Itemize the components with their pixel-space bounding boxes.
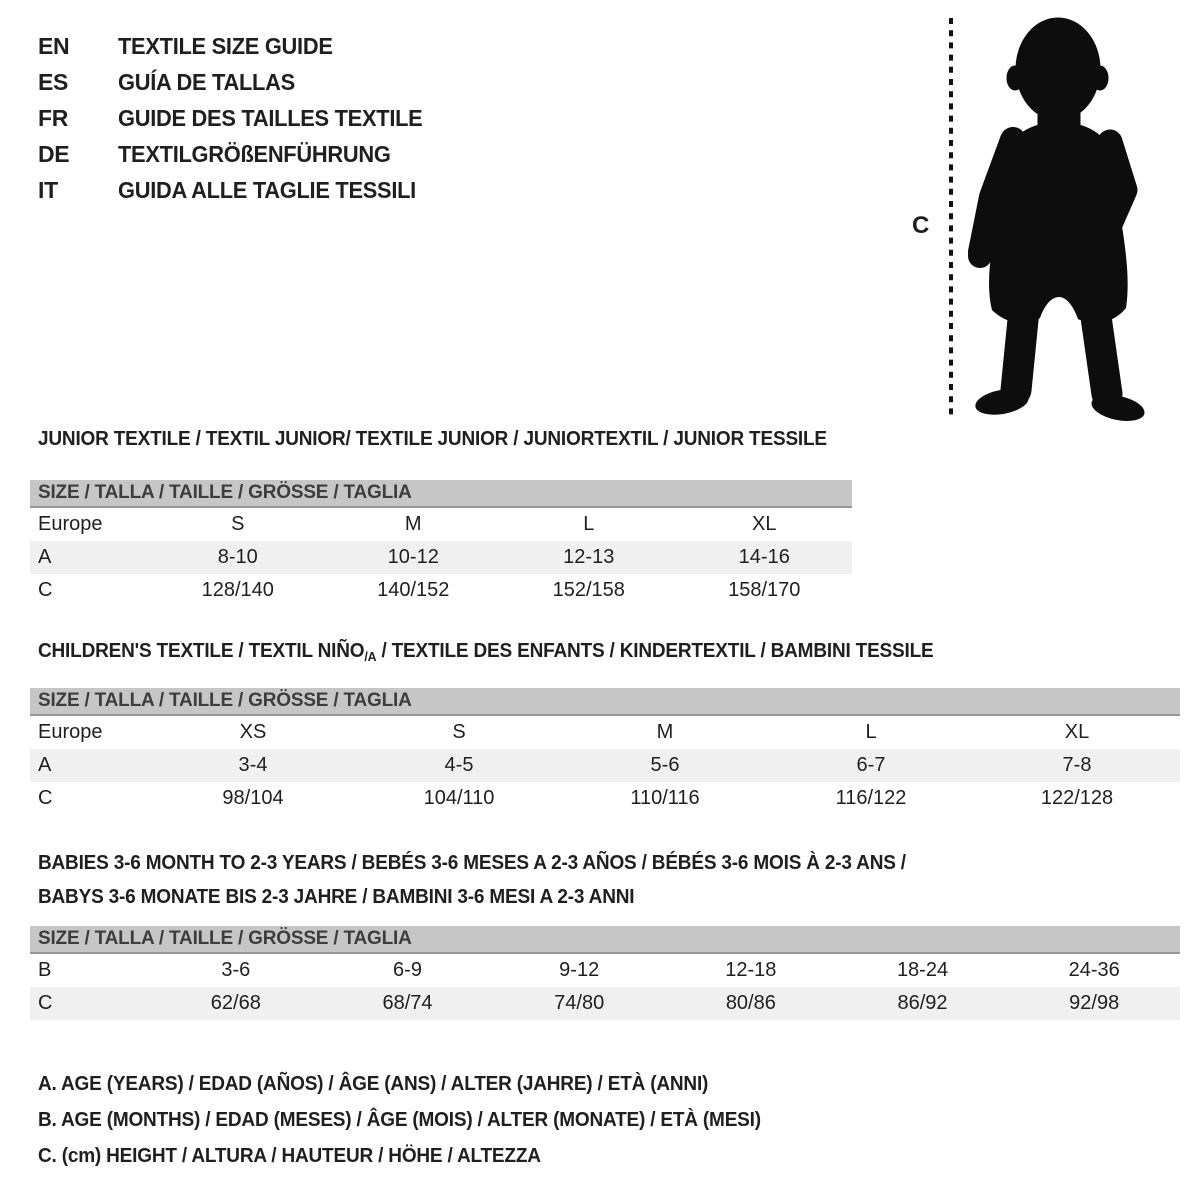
months-cell: 18-24: [896, 959, 949, 981]
age-cell: 3-4: [238, 754, 268, 776]
toddler-silhouette: [968, 18, 1147, 425]
height-cell: 104/110: [423, 787, 495, 809]
height-cell: 68/74: [382, 992, 433, 1014]
babies-section-title: [38, 846, 952, 914]
row-label: C: [38, 787, 53, 809]
language-row-fr: [38, 100, 439, 136]
months-cell: 12-18: [725, 959, 777, 981]
height-cell: 98/104: [222, 787, 284, 809]
babies-height-row: [30, 987, 1180, 1020]
language-code-de: DE: [38, 140, 70, 167]
height-cell: 122/128: [1040, 787, 1114, 809]
height-cell: 80/86: [725, 992, 776, 1014]
age-cell: 8-10: [217, 546, 258, 568]
row-label: A: [38, 546, 52, 568]
language-row-en: [38, 28, 439, 64]
height-cell: 116/122: [835, 787, 907, 809]
language-row-es: [38, 64, 439, 100]
size-cell: S: [452, 721, 466, 743]
children-size-header-bar: SIZE / TALLA / TAILLE / GRÖSSE / TAGLIA: [30, 688, 1180, 716]
age-cell: 12-13: [563, 546, 615, 568]
height-measure-label: C: [912, 212, 930, 239]
children-size-table: [30, 688, 1180, 815]
age-cell: 5-6: [650, 754, 680, 776]
months-cell: 9-12: [559, 959, 600, 981]
children-title-sub: /A: [364, 649, 377, 664]
measure-legend: [38, 1066, 799, 1174]
height-cell: 74/80: [554, 992, 605, 1014]
size-cell: XS: [239, 721, 267, 743]
language-code-es: ES: [38, 68, 69, 95]
babies-months-row: [30, 954, 1180, 987]
row-label: C: [38, 992, 53, 1014]
height-cell: 92/98: [1069, 992, 1120, 1014]
babies-title-line1: BABIES 3-6 MONTH TO 2-3 YEARS / BEBÉS 3-6 MESES A 2-3 AÑOS / BÉBÉS 3-6 MOIS À 2-3 ANS /: [38, 852, 906, 874]
age-cell: 14-16: [738, 546, 790, 568]
age-cell: 6-7: [856, 754, 886, 776]
language-row-de: [38, 136, 439, 172]
legend-height-cm: C. (cm) HEIGHT / ALTURA / HAUTEUR / HÖHE / ALTEZZA: [38, 1145, 541, 1167]
legend-age-years: A. AGE (YEARS) / EDAD (AÑOS) / ÂGE (ANS) / ALTER (JAHRE) / ETÀ (ANNI): [38, 1073, 709, 1095]
size-cell: L: [865, 721, 877, 743]
guide-title-de: TEXTILGRÖßENFÜHRUNG: [118, 140, 391, 167]
row-label: A: [38, 754, 52, 776]
babies-title-line2: BABYS 3-6 MONATE BIS 2-3 JAHRE / BAMBINI 3-6 MESI A 2-3 ANNI: [38, 886, 635, 908]
toddler-silhouette-figure: [896, 0, 1200, 440]
height-cell: 128/140: [201, 579, 274, 601]
junior-europe-row: [30, 508, 852, 541]
guide-title-en: TEXTILE SIZE GUIDE: [118, 32, 333, 59]
language-code-it: IT: [38, 176, 58, 203]
row-label: Europe: [38, 513, 103, 535]
children-europe-row: [30, 716, 1180, 749]
size-cell: M: [656, 721, 674, 743]
junior-size-header-bar: SIZE / TALLA / TAILLE / GRÖSSE / TAGLIA: [30, 480, 852, 508]
babies-size-table: [30, 926, 1180, 1020]
language-code-fr: FR: [38, 104, 69, 131]
months-cell: 6-9: [393, 959, 422, 981]
children-height-row: [30, 782, 1180, 815]
height-cell: 152/158: [552, 579, 625, 601]
size-cell: S: [231, 513, 245, 535]
months-cell: 3-6: [221, 959, 251, 981]
row-label: Europe: [38, 721, 103, 743]
age-cell: 7-8: [1062, 754, 1092, 776]
legend-age-months: B. AGE (MONTHS) / EDAD (MESES) / ÂGE (MOIS) / ALTER (MONATE) / ETÀ (MESI): [38, 1109, 761, 1131]
junior-age-row: [30, 541, 852, 574]
height-cell: 140/152: [377, 579, 450, 601]
junior-size-table: [30, 480, 852, 607]
babies-size-header-bar: SIZE / TALLA / TAILLE / GRÖSSE / TAGLIA: [30, 926, 1180, 954]
size-cell: L: [583, 513, 595, 535]
row-label: C: [38, 579, 53, 601]
months-cell: 24-36: [1068, 959, 1120, 981]
junior-height-row: [30, 574, 852, 607]
height-cell: 158/170: [728, 579, 801, 601]
age-cell: 10-12: [387, 546, 439, 568]
junior-section-title: JUNIOR TEXTILE / TEXTIL JUNIOR/ TEXTILE JUNIOR / JUNIORTEXTIL / JUNIOR TESSILE: [38, 428, 827, 450]
age-cell: 4-5: [444, 754, 474, 776]
height-cell: 86/92: [897, 992, 948, 1014]
guide-title-es: GUÍA DE TALLAS: [118, 68, 295, 95]
children-title-post: / TEXTILE DES ENFANTS / KINDERTEXTIL / BAMBINI TESSILE: [376, 640, 934, 662]
size-cell: XL: [752, 513, 777, 535]
guide-title-it: GUIDA ALLE TAGLIE TESSILI: [118, 176, 416, 203]
language-code-en: EN: [38, 32, 70, 59]
size-cell: XL: [1064, 721, 1090, 743]
height-cell: 110/116: [630, 787, 700, 809]
guide-title-fr: GUIDE DES TAILLES TEXTILE: [118, 104, 423, 131]
height-cell: 62/68: [210, 992, 261, 1014]
children-section-title: [38, 640, 934, 664]
size-cell: M: [404, 513, 422, 535]
language-title-list: [38, 28, 439, 208]
children-title-pre: CHILDREN'S TEXTILE / TEXTIL NIÑO: [38, 640, 365, 662]
children-age-row: [30, 749, 1180, 782]
row-label: B: [38, 959, 52, 981]
language-row-it: [38, 172, 439, 208]
